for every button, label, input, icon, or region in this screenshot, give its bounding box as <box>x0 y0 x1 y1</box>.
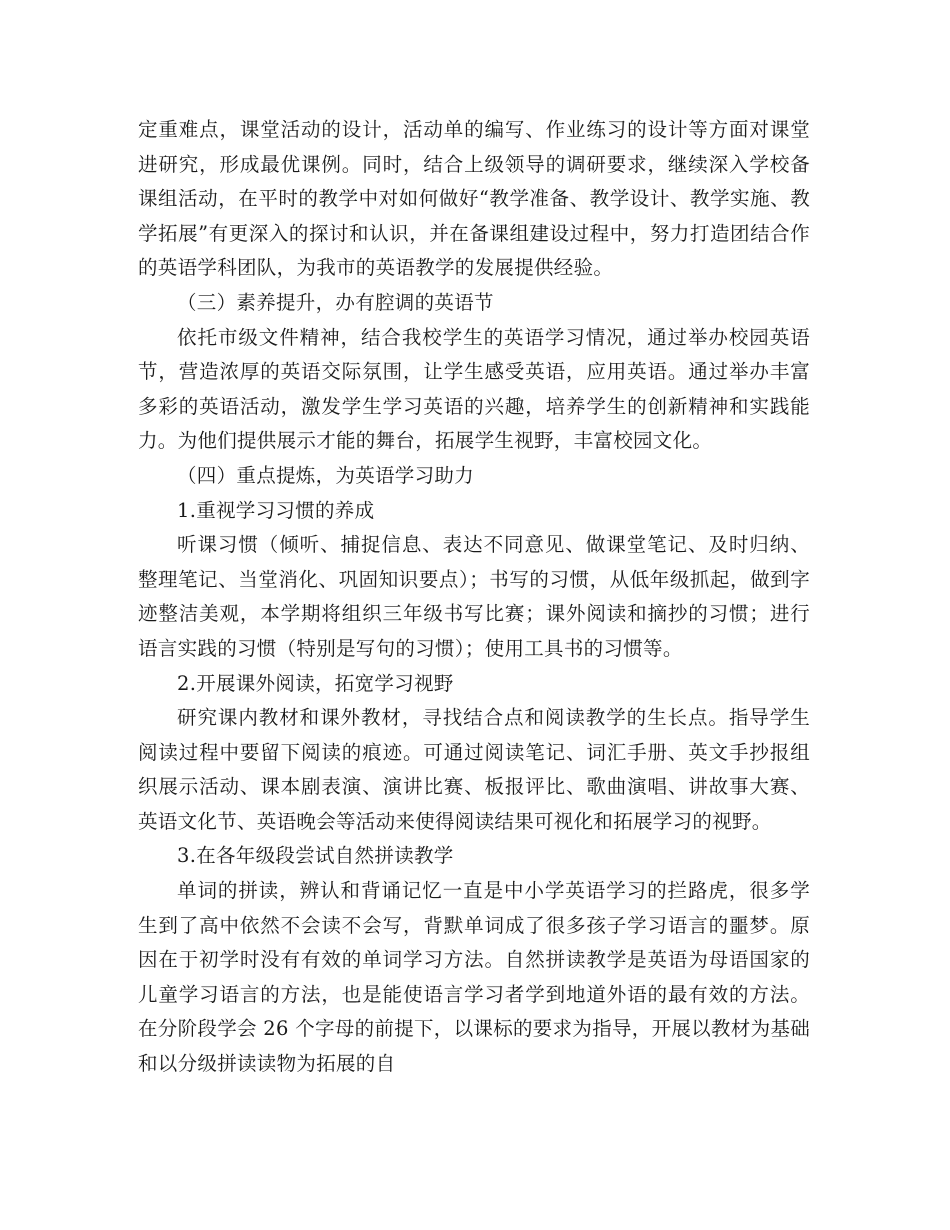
section-heading-4: （四）重点提炼，为英语学习助力 <box>177 463 475 487</box>
document-page <box>138 113 810 1082</box>
paragraph-continued: 定重难点，课堂活动的设计，活动单的编写、作业练习的设计等方面对课堂进研究，形成最优课例。同时，结合上级领导的调研要求，继续深入学校备课组活动，在平时的教学中对如何做好“教学准备、教学设计、教学实施、教学拓展”有更深入的探讨和认识，并在备课组建设过程中，努力打造团结合作的英语学科团队，为我市的英语教学的发展提供经验。 <box>138 118 810 280</box>
subheading-2: 2.开展课外阅读，拓宽学习视野 <box>177 671 454 695</box>
paragraph-study-habits: 听课习惯（倾听、捕捉信息、表达不同意见、做课堂笔记、及时归纳、整理笔记、当堂消化、巩固知识要点）；书写的习惯，从低年级抓起，做到字迹整洁美观，本学期将组织三年级书写比赛；课外阅读和摘抄的习惯；进行语言实践的习惯（特别是写句的习惯）；使用工具书的习惯等。 <box>138 533 810 660</box>
subheading-1: 1.重视学习习惯的养成 <box>177 498 375 522</box>
subheading-3: 3.在各年级段尝试自然拼读教学 <box>177 844 454 868</box>
section-heading-3: （三）素养提升，办有腔调的英语节 <box>177 290 494 314</box>
paragraph-english-festival: 依托市级文件精神，结合我校学生的英语学习情况，通过举办校园英语节，营造浓厚的英语交际氛围，让学生感受英语，应用英语。通过举办丰富多彩的英语活动，激发学生学习英语的兴趣，培养学生的创新精神和实践能力。为他们提供展示才能的舞台，拓展学生视野，丰富校园文化。 <box>138 325 810 453</box>
paragraph-extracurricular-reading: 研究课内教材和课外教材，寻找结合点和阅读教学的生长点。指导学生阅读过程中要留下阅读的痕迹。可通过阅读笔记、词汇手册、英文手抄报组织展示活动、课本剧表演、演讲比赛、板报评比、歌曲演唱、讲故事大赛、英语文化节、英语晚会等活动来使得阅读结果可视化和拓展学习的视野。 <box>138 706 810 833</box>
paragraph-phonics-teaching: 单词的拼读，辨认和背诵记忆一直是中小学英语学习的拦路虎，很多学生到了高中依然不会读不会写，背默单词成了很多孩子学习语言的噩梦。原因在于初学时没有有效的单词学习方法。自然拼读教学是英语为母语国家的儿童学习语言的方法，也是能使语言学习者学到地道外语的最有效的方法。在分阶段学会 26 个字母的前提下，以课标的要求为指导，开展以教材为基础和以分级拼读读物为拓展的自 <box>138 879 811 1076</box>
